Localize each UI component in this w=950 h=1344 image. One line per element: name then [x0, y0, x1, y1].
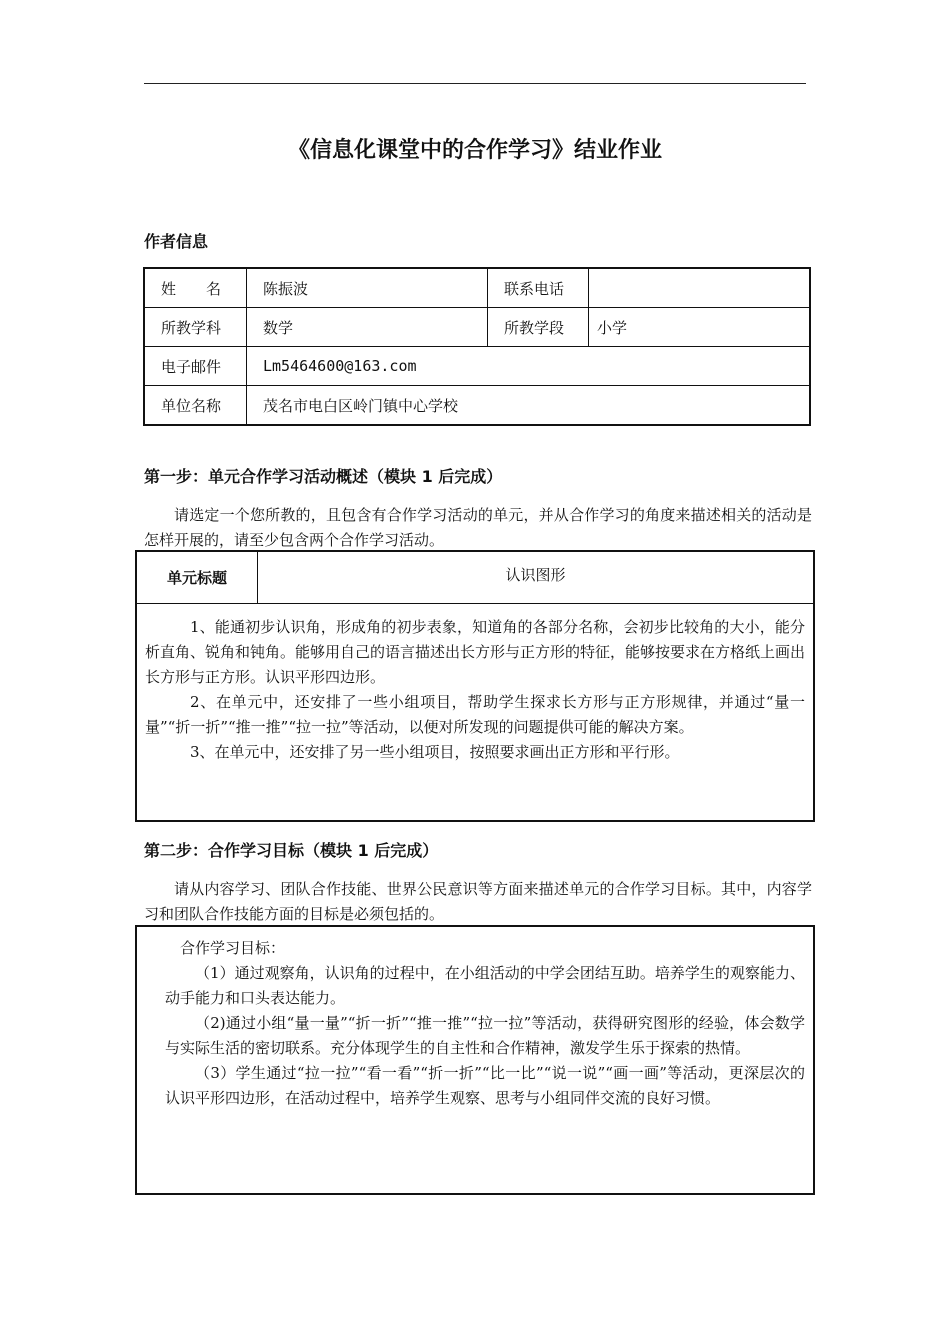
- activity-paragraph: 3、在单元中，还安排了另一些小组项目，按照要求画出正方形和平行形。: [190, 743, 680, 761]
- goal-paragraph: （1）通过观察角，认识角的过程中，在小组活动的中学会团结互助。培养学生的观察能力、动手能力和口头表达能力。: [165, 964, 805, 1007]
- author-info-table: [143, 267, 811, 426]
- step1-instruction: 请选定一个您所教的，且包含有合作学习活动的单元，并从合作学习的角度来描述相关的活动是怎样开展的，请至少包含两个合作学习活动。: [144, 506, 812, 549]
- header-rule: [144, 83, 806, 84]
- table-row: [144, 386, 810, 426]
- goals-content: [165, 936, 805, 1111]
- table-row: [144, 268, 810, 308]
- grade-value: 小学: [589, 308, 811, 347]
- phone-value: [589, 268, 811, 308]
- table-row: [144, 347, 810, 386]
- step2-heading: 第二步：合作学习目标（模块 1 后完成）: [144, 841, 439, 860]
- document-title: 《信息化课堂中的合作学习》结业作业: [287, 138, 662, 163]
- grade-label: 所教学段: [488, 308, 589, 347]
- unit-title-row: [137, 552, 813, 604]
- goals-intro: 合作学习目标：: [180, 939, 286, 957]
- name-value: 陈振波: [247, 268, 488, 308]
- step2-goals-box: [135, 925, 815, 1195]
- email-label: 电子邮件: [144, 347, 247, 386]
- activity-paragraph: 2、在单元中，还安排了一些小组项目，帮助学生探求长方形与正方形规律，并通过“量一量”“折一折”“推一推”“拉一拉”等活动，以便对所发现的问题提供可能的解决方案。: [145, 693, 805, 736]
- org-value: 茂名市电白区岭门镇中心学校: [247, 386, 811, 426]
- goal-paragraph: （3）学生通过“拉一拉”“看一看”“折一折”“比一比”“说一说”“画一画”等活动，更深层次的认识平形四边形，在活动过程中，培养学生观察、思考与小组同伴交流的良好习惯。: [165, 1064, 805, 1107]
- phone-label: 联系电话: [488, 268, 589, 308]
- unit-title-label: 单元标题: [137, 552, 258, 603]
- org-label: 单位名称: [144, 386, 247, 426]
- name-label: 姓 名: [144, 268, 247, 308]
- subject-label: 所教学科: [144, 308, 247, 347]
- step1-heading: 第一步：单元合作学习活动概述（模块 1 后完成）: [144, 467, 503, 486]
- activity-paragraph: 1、能通初步认识角，形成角的初步表象，知道角的各部分名称，会初步比较角的大小，能分析直角、锐角和钝角。能够用自己的语言描述出长方形与正方形的特征，能够按要求在方格纸上画出长方形与正方形。认识平形四边形。: [145, 618, 806, 686]
- author-info-heading: 作者信息: [144, 232, 209, 251]
- subject-value: 数学: [247, 308, 488, 347]
- step2-instruction: 请从内容学习、团队合作技能、世界公民意识等方面来描述单元的合作学习目标。其中，内容学习和团队合作技能方面的目标是必须包括的。: [144, 880, 812, 923]
- table-row: [144, 308, 810, 347]
- email-value: Lm5464600@163.com: [247, 347, 811, 386]
- unit-activities: [145, 615, 805, 765]
- goal-paragraph: （2)通过小组“量一量”“折一折”“推一推”“拉一拉”等活动，获得研究图形的经验，体会数学与实际生活的密切联系。充分体现学生的自主性和合作精神，激发学生乐于探索的热情。: [165, 1014, 805, 1057]
- unit-title-value: 认识图形: [505, 566, 566, 584]
- step1-unit-box: [135, 550, 815, 822]
